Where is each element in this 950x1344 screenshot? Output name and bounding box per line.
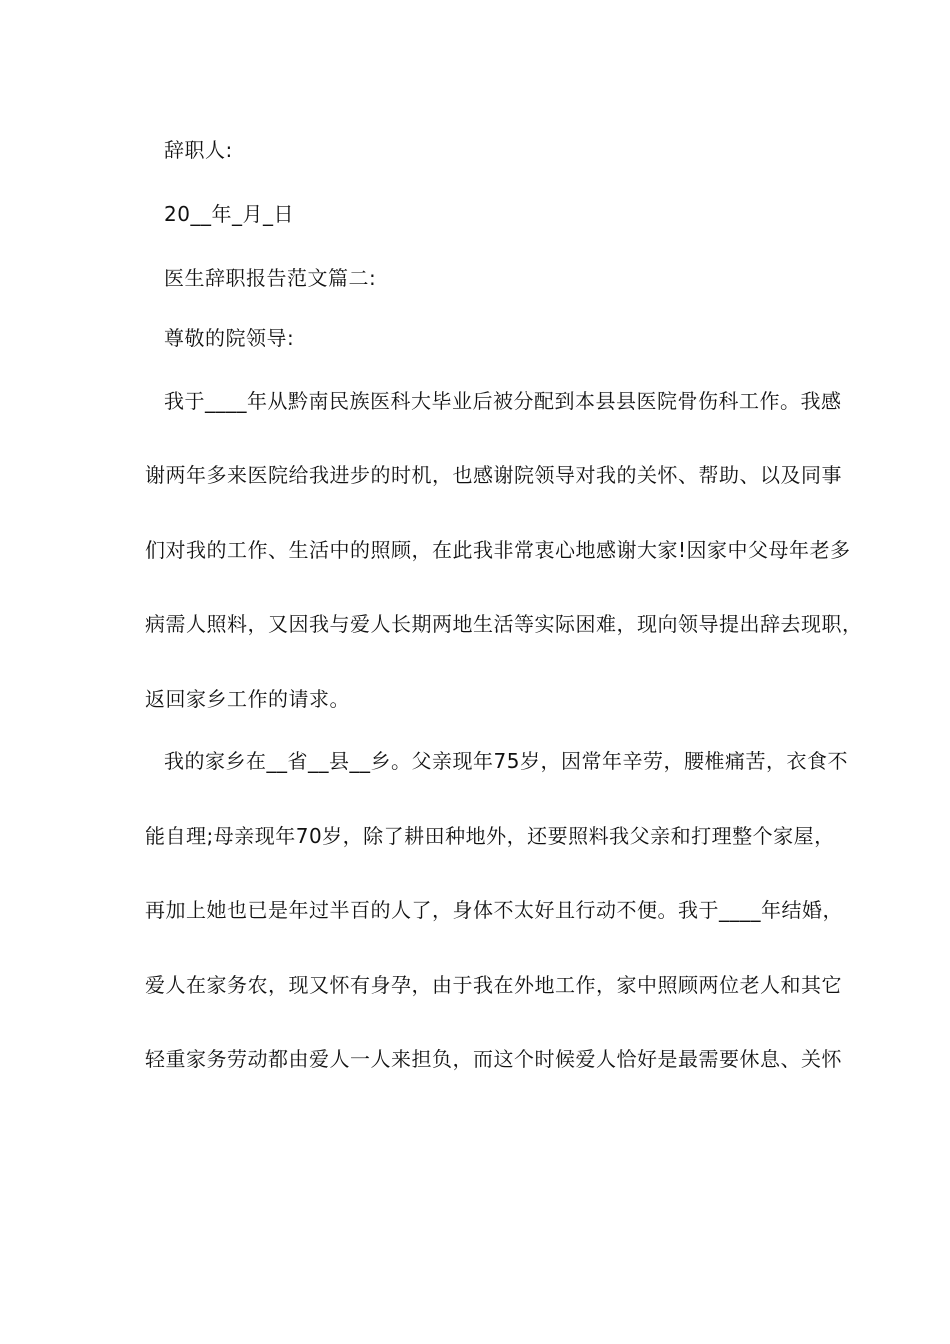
paragraph-line: 们对我的工作、生活中的照顾，在此我非常衷心地感谢大家!因家中父母年老多: [145, 538, 851, 562]
salutation: 尊敬的院领导:: [164, 326, 295, 350]
paragraph-line: 轻重家务劳动都由爱人一人来担负，而这个时候爱人恰好是最需要休息、关怀: [145, 1047, 842, 1071]
paragraph-line: 返回家乡工作的请求。: [145, 687, 350, 711]
section-heading: 医生辞职报告范文篇二:: [164, 266, 377, 290]
paragraph-line: 我于____年从黔南民族医科大毕业后被分配到本县县医院骨伤科工作。我感: [164, 389, 842, 413]
paragraph-line: 谢两年多来医院给我进步的时机，也感谢院领导对我的关怀、帮助、以及同事: [145, 463, 842, 487]
date-line: 20__年_月_日: [164, 202, 294, 226]
paragraph-line: 能自理;母亲现年70岁，除了耕田种地外，还要照料我父亲和打理整个家屋，: [145, 824, 835, 848]
paragraph-line: 再加上她也已是年过半百的人了，身体不太好且行动不便。我于____年结婚，: [145, 898, 843, 922]
paragraph-line: 我的家乡在__省__县__乡。父亲现年75岁，因常年辛劳，腰椎痛苦，衣食不: [164, 749, 848, 773]
paragraph-line: 爱人在家务农，现又怀有身孕，由于我在外地工作，家中照顾两位老人和其它: [145, 973, 842, 997]
paragraph-line: 病需人照料，又因我与爱人长期两地生活等实际困难，现向领导提出辞去现职，: [145, 612, 863, 636]
resignee-line: 辞职人:: [164, 138, 233, 162]
